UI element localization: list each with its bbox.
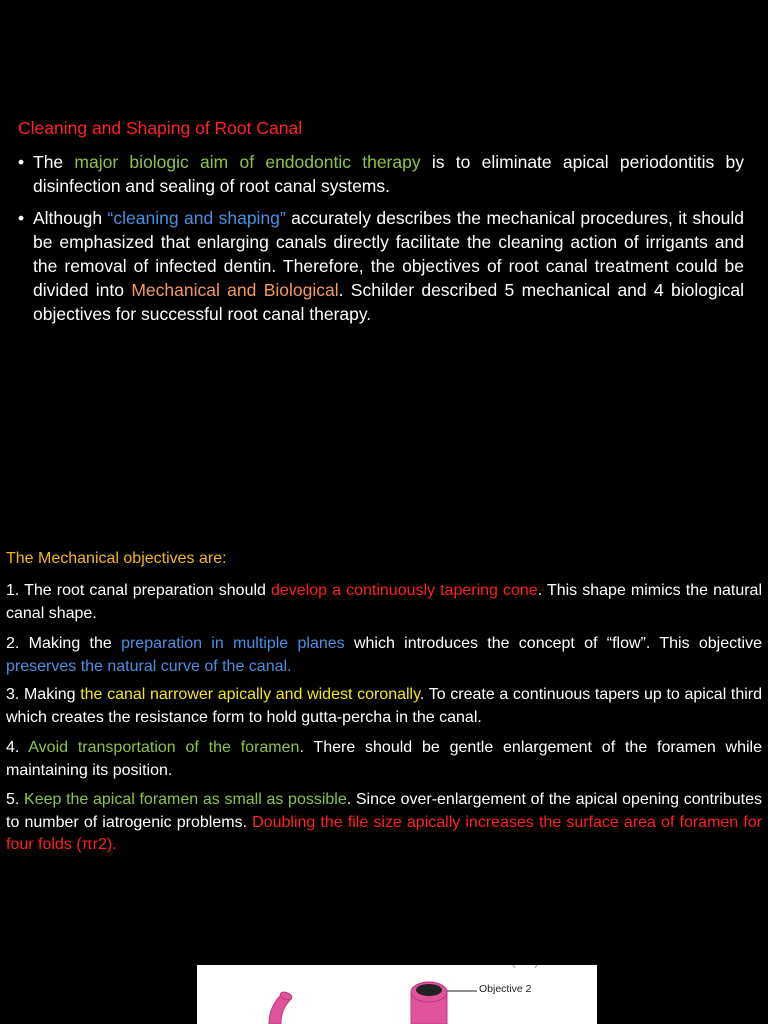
text-run: 1. The root canal preparation should — [6, 582, 271, 599]
slide-title: The Mechanical objectives are: — [6, 550, 227, 567]
highlight-small-foramen: Keep the apical foramen as small as possible — [24, 791, 347, 808]
text-run: . This shape mimics the natural canal shape. — [6, 582, 763, 622]
highlight-natural-curve: preserves the natural curve of the canal. — [6, 657, 292, 675]
highlight-biologic-aim: major biologic aim of endodontic therapy — [74, 152, 421, 172]
objective-3 — [6, 684, 762, 729]
text-run: 4. — [6, 739, 29, 756]
top-faint-marks — [513, 965, 537, 968]
canal-illustration — [197, 965, 597, 1024]
canal-opening-dark — [416, 984, 442, 996]
highlight-mechanical-biological: Mechanical and Biological — [131, 280, 339, 300]
text-run: 2. Making the — [6, 635, 122, 652]
text-run: . There should be gentle enlargement of the foramen while maintaining its position. — [6, 739, 763, 779]
slide-mechanical-objectives — [0, 520, 768, 960]
highlight-avoid-transportation: Avoid transportation of the foramen — [28, 739, 300, 756]
objective-4 — [6, 737, 762, 782]
highlight-cleaning-shaping: “cleaning and shaping” — [107, 208, 286, 228]
bullet-biologic-aim — [18, 150, 744, 198]
highlight-tapering-cone: develop a continuously tapering cone — [271, 582, 538, 599]
text-run: which introduces the concept of “flow”. This objective — [344, 635, 763, 652]
text-run: . To create a continuous tapers up to apical third which creates the resistance form to hold gutta-percha in the canal. — [6, 686, 763, 726]
objective-2 — [6, 633, 762, 678]
text-run: 3. Making — [6, 686, 81, 703]
text-run: . Since over-enlargement of the apical opening contributes to number of iatrogenic problems. — [6, 791, 762, 831]
text-run: accurately describes the mechanical procedures, it should be emphasized that enlarging canals directly facilitate the cleaning action of irrigants and the removal of infected dentin. Therefore, the objectives of root canal treatment could be divided into — [33, 208, 745, 300]
highlight-narrower-apically: the canal narrower apically and widest coronally — [80, 686, 420, 703]
objective-5 — [6, 789, 762, 857]
canal-figure — [197, 965, 597, 1024]
bullet-text — [33, 150, 744, 198]
text-run: The — [33, 152, 75, 172]
text-run: . Schilder described 5 mechanical and 4 biological objectives for successful root canal therapy. — [33, 280, 744, 324]
bullet-dot: • — [18, 208, 25, 228]
slide-title: Cleaning and Shaping of Root Canal — [18, 118, 303, 138]
highlight-multiple-planes: preparation in multiple planes — [121, 635, 345, 652]
bullet-text — [33, 206, 744, 326]
objective-1 — [6, 580, 762, 625]
text-run: is to eliminate apical periodontitis by disinfection and sealing of root canal systems. — [33, 152, 744, 196]
text-run: Although — [33, 208, 108, 228]
bullet-dot: • — [18, 152, 25, 172]
text-run: 5. — [6, 791, 25, 808]
bullet-cleaning-shaping — [18, 206, 744, 326]
figure-label: Objective 2 — [479, 983, 532, 995]
highlight-doubling-file-size: Doubling the file size apically increases the surface area of foramen for four folds (πr2). — [6, 813, 762, 853]
